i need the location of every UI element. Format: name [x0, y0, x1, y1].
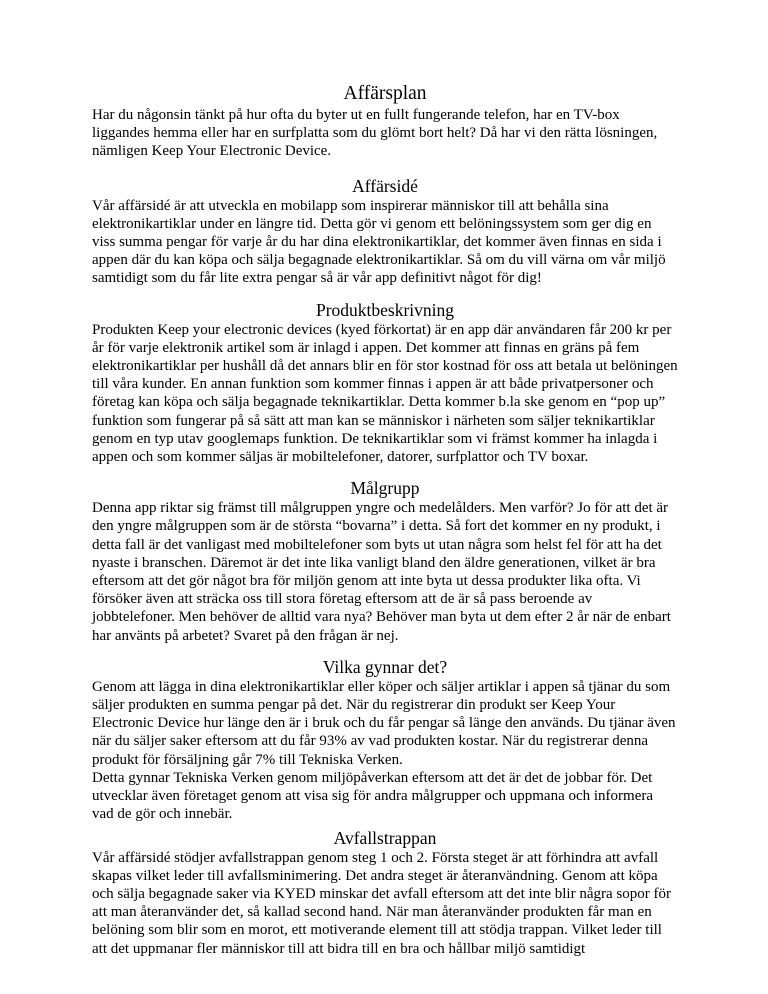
document-page — [92, 82, 678, 958]
section-heading-affarside: Affärsidé — [352, 175, 418, 196]
document-title: Affärsplan — [343, 83, 427, 104]
section-heading-malgrupp: Målgrupp — [350, 478, 420, 499]
section-heading-produktbeskrivning: Produktbeskrivning — [315, 299, 455, 320]
section-paragraph: Vår affärsidé är att utveckla en mobilapp som inspirerar människor till att behålla sina elektronikartiklar under en längre tid. Detta gör vi genom ett belöningssystem som ger dig en viss summa pengar för varje år du har dina elektronikartiklar, det kommer även finnas en sida i appen där du kan köpa och sälja begagnade elektronikartiklar. Så om du vill värna om vår miljö samtidigt som du får lite extra pengar så är vår app definitivt något för dig! — [92, 197, 666, 287]
section-paragraph: Produkten Keep your electronic devices (kyed förkortat) är en app där användaren får 200 kr per år för varje elektronik artikel som är inlagd i appen. Det kommer att finnas en gräns på fem elektronikartiklar per hushåll då det annars blir en för stor kostnad för oss att betala ut belöningen till våra kunder. En annan funktion som kommer finnas i appen är att både privatpersoner och företag kan köpa och sälja begagnade teknikartiklar. Detta kommer b.la ske genom en “pop up” funktion som fungerar på så sätt att man kan se människor i närheten som säljer teknikartiklar genom en typ utav googlemaps funktion. De teknikartiklar som vi främst kommer ha inlagda i appen och som kommer säljas är mobiltelefoner, datorer, surfplattor och TV boxar. — [92, 321, 678, 466]
section-paragraph: Detta gynnar Tekniska Verken genom miljöpåverkan eftersom att det är det de jobbar för. Det utvecklar även företaget genom att visa sig för andra målgrupper och uppmana och informera vad de gör och innebär. — [92, 769, 654, 823]
section-paragraph: Genom att lägga in dina elektronikartiklar eller köper och säljer artiklar i appen så tjänar du som säljer produkten en summa pengar på det. När du registrerar din produkt ser Keep Your Electronic Device hur länge den är i bruk och du får pengar så länge den används. Du tjänar även när du säljer saker eftersom att du får 93% av vad produkten kostar. När du registrerar denna produkt för försäljning går 7% till Tekniska Verken. — [92, 678, 676, 768]
section-heading-vilka-gynnar-det: Vilka gynnar det? — [322, 656, 448, 677]
section-paragraph: Vår affärsidé stödjer avfallstrappan genom steg 1 och 2. Första steget är att förhindra att avfall skapas vilket leder till avfallsminimering. Det andra steget är återanvändning. Genom att köpa och sälja begagnade saker via KYED minskar det avfall eftersom att det inte blir några sopor för att man återanvänder det, så kallad second hand. När man återanvänder produkten får man en belöning som blir som en morot, ett motiverande element till att stödja trappan. Vilket leder till att det uppmanar fler människor till att bidra till en bra och hållbar miljö samtidigt — [92, 849, 671, 957]
intro-paragraph: Har du någonsin tänkt på hur ofta du byter ut en fullt fungerande telefon, har en TV-box liggandes hemma eller har en surfplatta som du glömt bort helt? Då har vi den rätta lösningen, nämligen Keep Your Electronic Device. — [92, 107, 658, 160]
section-heading-avfallstrappan: Avfallstrappan — [333, 827, 437, 848]
section-paragraph: Denna app riktar sig främst till målgruppen yngre och medelålders. Men varför? Jo för att det är den yngre målgruppen som är de största “bovarna” i detta. Så fort det kommer en ny produkt, i detta fall är det vanligast med mobiltelefoner som byts ut utan några som helst fel för att ha det nyaste i branschen. Däremot är det inte lika vanligt bland den äldre generationen, vilket är bra eftersom att det gör något bra för miljön genom att inte byta ut dessa produkter lika ofta. Vi försöker även att sträcka oss till stora företag eftersom att de är så pass beroende av jobbtelefoner. Men behöver de alltid vara nya? Behöver man byta ut dem efter 2 år när de enbart har använts på arbetet? Svaret på den frågan är nej. — [92, 500, 671, 644]
